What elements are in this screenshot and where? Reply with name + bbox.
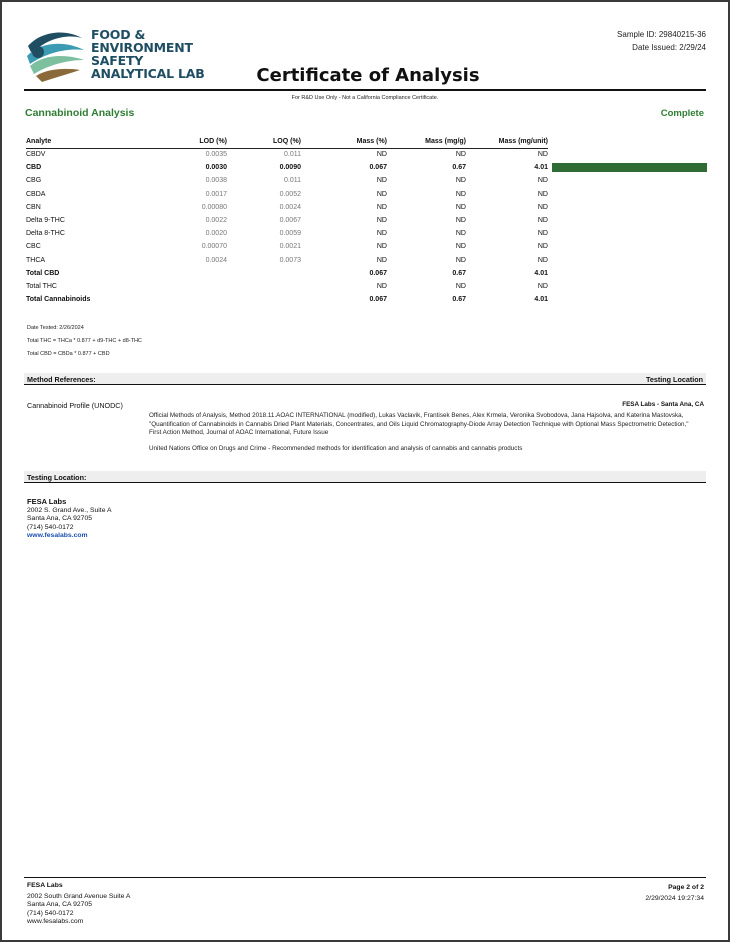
analyte-name: THCA (26, 256, 46, 264)
loq-value: 0.0090 (279, 164, 301, 172)
analyte-name: CBN (26, 203, 41, 211)
page-title: Certificate of Analysis (256, 65, 480, 86)
mass-bar-cell (548, 174, 708, 187)
mass-mg-per-unit-value: ND (537, 243, 548, 251)
footer-phone: (714) 540-0172 (27, 909, 74, 917)
lod-value: 0.0017 (205, 190, 227, 198)
mass-mg-per-unit-value: 4.01 (534, 296, 548, 304)
loq-value: 0.011 (284, 151, 301, 159)
lod-value: 0.0020 (205, 230, 227, 238)
table-row (26, 240, 708, 253)
mass-mg-per-g-value: ND (455, 230, 466, 238)
testing-lab-address-line1: 2002 S. Grand Ave., Suite A (27, 506, 112, 514)
loq-value: 0.0024 (279, 203, 301, 211)
mass-mg-per-g-value: 0.67 (452, 296, 466, 304)
cannabinoid-table (26, 136, 708, 306)
lod-value: 0.00080 (201, 203, 227, 211)
mass-percent-value: 0.067 (369, 164, 387, 172)
mass-mg-per-g-value: ND (455, 256, 466, 264)
mass-mg-per-unit-value: 4.01 (534, 164, 548, 172)
table-row (26, 227, 708, 240)
footer-website: www.fesalabs.com (27, 917, 84, 925)
footer-timestamp: 2/29/2024 19:27:34 (645, 895, 704, 902)
section-title-cannabinoid: Cannabinoid Analysis (25, 107, 135, 119)
mass-percent-value: ND (376, 151, 387, 159)
mass-percent-value: 0.067 (369, 296, 387, 304)
mass-mg-per-g-value: ND (455, 177, 466, 185)
table-row (26, 267, 708, 280)
mass-percent-value: ND (376, 256, 387, 264)
mass-bar-cell (548, 227, 708, 240)
table-row (26, 293, 708, 306)
table-row (26, 161, 708, 174)
mass-percent-value: ND (376, 230, 387, 238)
footer-address-line2: Santa Ana, CA 92705 (27, 901, 93, 909)
loq-value: 0.0021 (279, 243, 301, 251)
certificate-page (2, 2, 728, 940)
total-cbd-formula: Total CBD = CBDa * 0.877 + CBD (27, 351, 110, 357)
column-header: Analyte (26, 136, 146, 148)
method-name: Cannabinoid Profile (UNODC) (27, 401, 123, 410)
table-row (26, 280, 708, 293)
footer-lab-name: FESA Labs (27, 882, 63, 889)
table-row (26, 174, 708, 187)
lod-value: 0.00070 (201, 243, 227, 251)
method-references-band (24, 373, 706, 385)
lod-value: 0.0030 (205, 164, 227, 172)
mass-mg-per-unit-value: ND (537, 151, 548, 159)
status-badge: Complete (660, 108, 704, 119)
mass-bar-cell (548, 267, 708, 280)
analysis-notes (27, 322, 142, 361)
mass-bar-cell (548, 161, 708, 174)
mass-mg-per-unit-value: ND (537, 217, 548, 225)
testing-lab-address-line2: Santa Ana, CA 92705 (27, 515, 93, 523)
table-row (26, 214, 708, 227)
cannabinoid-table-body (26, 148, 708, 306)
loq-value: 0.0052 (279, 190, 301, 198)
lab-logo-wordmark: FOOD & ENVIRONMENT SAFETY ANALYTICAL LAB (91, 27, 205, 81)
loq-value (227, 280, 301, 293)
header-divider (24, 89, 706, 91)
mass-mg-per-g-value: ND (455, 243, 466, 251)
analyte-name: CBC (26, 243, 41, 251)
mass-bar (552, 163, 707, 172)
table-row (26, 201, 708, 214)
loq-value (227, 293, 301, 306)
method-reference-unodc: United Nations Office on Drugs and Crime - Recommended methods for identification and analysis of cannabis and cannabis products (149, 444, 523, 452)
compliance-notice: For R&D Use Only - Not a California Compliance Certificate. (291, 95, 439, 101)
table-header-row (26, 136, 708, 148)
mass-mg-per-g-value: 0.67 (452, 164, 466, 172)
mass-bar-cell (548, 293, 708, 306)
lod-value (146, 280, 227, 293)
testing-lab-website-link[interactable]: www.fesalabs.com (27, 532, 88, 540)
testing-location-heading: Testing Location (646, 375, 703, 384)
analyte-name: Total Cannabinoids (26, 296, 91, 304)
analyte-name: CBDA (26, 190, 46, 198)
date-tested: Date Tested: 2/26/2024 (27, 325, 84, 331)
mass-mg-per-unit-value: ND (537, 256, 548, 264)
mass-percent-value: ND (376, 217, 387, 225)
column-header: Mass (mg/g) (387, 136, 466, 148)
loq-value (227, 267, 301, 280)
mass-bar-cell (548, 254, 708, 267)
column-header: Mass (mg/unit) (466, 136, 548, 148)
mass-mg-per-g-value: ND (455, 203, 466, 211)
page-number: Page 2 of 2 (668, 884, 704, 891)
mass-mg-per-g-value: 0.67 (452, 269, 466, 277)
analyte-name: Total CBD (26, 269, 60, 277)
footer-page-info (645, 882, 704, 904)
loq-value: 0.0073 (279, 256, 301, 264)
analyte-name: CBD (26, 164, 42, 172)
column-header-bar (548, 136, 708, 148)
method-description (149, 412, 701, 460)
mass-mg-per-g-value: ND (455, 217, 466, 225)
footer-address (27, 882, 130, 926)
testing-location-section-heading: Testing Location: (27, 473, 87, 482)
lod-value (146, 293, 227, 306)
table-row (26, 254, 708, 267)
mass-mg-per-unit-value: ND (537, 203, 548, 211)
lod-value: 0.0035 (205, 151, 227, 159)
method-references-heading: Method References: (27, 375, 96, 384)
sample-id: Sample ID: 29840215-36 (617, 30, 706, 39)
mass-mg-per-unit-value: ND (537, 190, 548, 198)
mass-percent-value: 0.067 (369, 269, 387, 277)
loq-value: 0.011 (284, 177, 301, 185)
mass-percent-value: ND (376, 190, 387, 198)
mass-bar-cell (548, 188, 708, 201)
mass-bar-cell (548, 214, 708, 227)
column-header: LOQ (%) (227, 136, 301, 148)
analyte-name: Delta 8-THC (26, 230, 65, 238)
analyte-name: Delta 9-THC (26, 217, 65, 225)
date-issued: Date Issued: 2/29/24 (632, 43, 706, 52)
lod-value: 0.0024 (205, 256, 227, 264)
lod-value: 0.0022 (205, 217, 227, 225)
total-thc-formula: Total THC = THCa * 0.877 + d9-THC + d8-THC (27, 338, 142, 344)
column-header: LOD (%) (146, 136, 227, 148)
column-header: Mass (%) (301, 136, 387, 148)
lod-value (146, 267, 227, 280)
analyte-name: CBG (26, 177, 42, 185)
table-row (26, 188, 708, 201)
mass-bar-cell (548, 201, 708, 214)
loq-value: 0.0067 (279, 217, 301, 225)
mass-percent-value: ND (376, 203, 387, 211)
testing-lab-name: FESA Labs (27, 497, 67, 506)
method-location: FESA Labs - Santa Ana, CA (622, 401, 704, 408)
loq-value: 0.0059 (279, 230, 301, 238)
mass-mg-per-unit-value: 4.01 (534, 269, 548, 277)
mass-percent-value: ND (376, 177, 387, 185)
mass-mg-per-g-value: ND (455, 282, 466, 290)
mass-mg-per-unit-value: ND (537, 230, 548, 238)
footer-divider (24, 877, 706, 878)
testing-lab-phone: (714) 540-0172 (27, 523, 74, 531)
mass-mg-per-unit-value: ND (537, 177, 548, 185)
testing-lab-address (27, 498, 112, 541)
mass-mg-per-unit-value: ND (537, 282, 548, 290)
lod-value: 0.0038 (205, 177, 227, 185)
footer-address-line1: 2002 South Grand Avenue Suite A (27, 893, 131, 901)
mass-bar-cell (548, 280, 708, 293)
mass-percent-value: ND (376, 282, 387, 290)
analyte-name: Total THC (26, 282, 57, 290)
mass-bar-cell (548, 240, 708, 253)
mass-percent-value: ND (376, 243, 387, 251)
mass-mg-per-g-value: ND (455, 190, 466, 198)
analyte-name: CBDV (26, 151, 46, 159)
testing-location-band (24, 471, 706, 483)
mass-bar-cell (548, 148, 708, 161)
method-reference-aoac: Official Methods of Analysis, Method 2018.11.AOAC INTERNATIONAL (modified), Lukas Vaclavik, Frantisek Benes, Alex Krmela, Veronika Svobodova, Jana Hajsolva, and Katerina Mastovska, "Quantification of Cannabinoids in Cannabis Dried Plant Materials, Concentrates, and Oils Liquid Chromatography-Diode Array Detection Technique with Optional Mass Spectrometric Detection," First Action Method, Journal of AOAC International, Future Issue (149, 412, 689, 437)
mass-mg-per-g-value: ND (455, 151, 466, 159)
table-row (26, 148, 708, 161)
sample-info (617, 28, 706, 54)
